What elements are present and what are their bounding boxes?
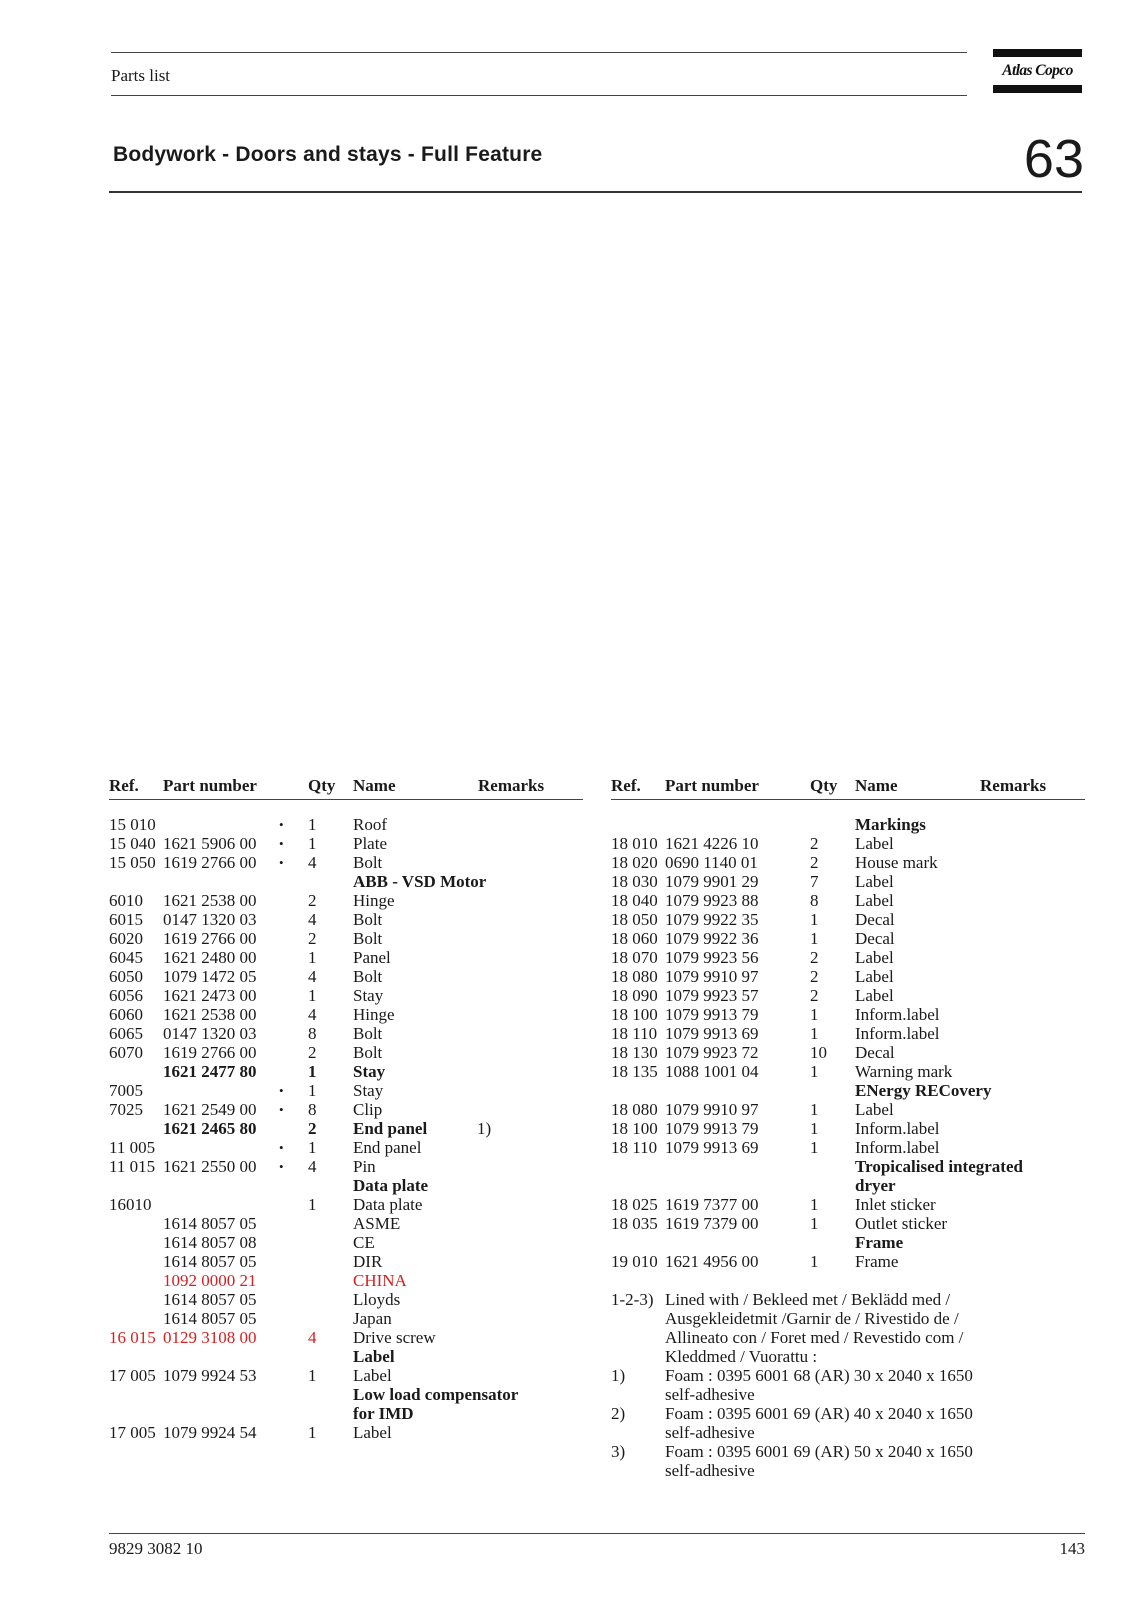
name-cell: Decal (855, 1043, 895, 1062)
footnote-text: Foam : 0395 6001 69 (AR) 40 x 2040 x 1650 (665, 1404, 973, 1423)
table-row (611, 1043, 1091, 1062)
table-row (109, 1214, 589, 1233)
name-cell: Frame (855, 1233, 904, 1252)
name-cell: Outlet sticker (855, 1214, 948, 1233)
footer-rule (109, 1533, 1085, 1534)
table-row (109, 1233, 589, 1252)
ref-cell: 6015 (109, 910, 143, 929)
name-cell: Panel (353, 948, 391, 967)
part-number-cell: 1614 8057 05 (163, 1290, 257, 1309)
name-cell: ENergy RECovery (855, 1081, 992, 1100)
table-row (611, 1024, 1091, 1043)
table-row (611, 1271, 1091, 1290)
name-cell: Stay (353, 986, 384, 1005)
name-cell: DIR (353, 1252, 383, 1271)
chapter-number: 63 (1023, 129, 1084, 189)
table-row (109, 1347, 589, 1366)
logo-text: Atlas Copco (1002, 62, 1073, 79)
table-row (611, 834, 1091, 853)
name-cell: Bolt (353, 1043, 383, 1062)
left-col-qty-header: Qty (308, 776, 336, 795)
part-number-cell: 1621 2477 80 (163, 1062, 257, 1081)
ref-cell: 18 110 (611, 1024, 658, 1043)
name-cell: Markings (855, 815, 926, 834)
part-number-cell: 1619 2766 00 (163, 929, 257, 948)
table-row (611, 910, 1091, 929)
part-number-cell: 1079 9923 88 (665, 891, 759, 910)
atlas-copco-logo (993, 49, 1082, 93)
part-number-cell: 1079 9924 53 (163, 1366, 257, 1385)
ref-cell: 16010 (109, 1195, 152, 1214)
footnote-line (611, 1366, 1091, 1385)
ref-cell: 18 025 (611, 1195, 658, 1214)
part-number-cell: 1079 9922 36 (665, 929, 759, 948)
name-cell: Inform.label (855, 1005, 940, 1024)
name-cell: Plate (353, 834, 387, 853)
qty-cell: 1 (810, 1062, 819, 1081)
ref-cell: 18 050 (611, 910, 658, 929)
table-row (109, 834, 589, 853)
name-cell: dryer (855, 1176, 896, 1195)
name-cell: Bolt (353, 910, 383, 929)
qty-cell: 1 (810, 1100, 819, 1119)
name-cell: End panel (353, 1138, 422, 1157)
name-cell: Label (855, 834, 894, 853)
name-cell: ASME (353, 1214, 401, 1233)
name-cell: Data plate (353, 1195, 423, 1214)
left-col-name-header: Name (353, 776, 396, 795)
part-number-cell: 1614 8057 08 (163, 1233, 257, 1252)
table-row (109, 967, 589, 986)
name-cell: Label (855, 1100, 894, 1119)
header-top-rule (111, 52, 967, 53)
qty-cell: 1 (308, 1138, 317, 1157)
page-title: Bodywork - Doors and stays - Full Feature (113, 143, 543, 166)
footnote-text: Kleddmed / Vuorattu : (665, 1347, 818, 1366)
name-cell: Inform.label (855, 1119, 940, 1138)
bullet-marker: • (279, 855, 284, 870)
part-number-cell: 1079 9910 97 (665, 1100, 759, 1119)
table-row (109, 853, 589, 872)
name-cell: CE (353, 1233, 375, 1252)
ref-cell: 6010 (109, 891, 143, 910)
qty-cell: 1 (810, 929, 819, 948)
qty-cell: 1 (810, 1195, 819, 1214)
name-cell: House mark (855, 853, 938, 872)
name-cell: Pin (353, 1157, 376, 1176)
table-row (109, 1176, 589, 1195)
qty-cell: 4 (308, 1328, 317, 1347)
qty-cell: 2 (810, 948, 819, 967)
name-cell: Inform.label (855, 1138, 940, 1157)
footnote-text: self-adhesive (665, 1423, 755, 1442)
footnote-line (611, 1404, 1091, 1423)
part-number-cell: 1621 4956 00 (665, 1252, 759, 1271)
qty-cell: 1 (810, 1252, 819, 1271)
table-row (109, 1081, 589, 1100)
title-rule (109, 191, 1082, 193)
part-number-cell: 1621 2538 00 (163, 891, 257, 910)
footnote-line (611, 1290, 1091, 1309)
qty-cell: 7 (810, 872, 819, 891)
table-row (611, 986, 1091, 1005)
name-cell: Label (353, 1423, 392, 1442)
name-cell: Drive screw (353, 1328, 436, 1347)
table-row (109, 1024, 589, 1043)
logo-top-bar (993, 49, 1082, 57)
qty-cell: 2 (308, 929, 317, 948)
ref-cell: 18 100 (611, 1005, 658, 1024)
part-number-cell: 1079 9923 57 (665, 986, 759, 1005)
table-row (109, 1328, 589, 1347)
name-cell: Hinge (353, 891, 395, 910)
part-number-cell: 1079 9910 97 (665, 967, 759, 986)
footnote-text: Allineato con / Foret med / Revestido com / (665, 1328, 964, 1347)
name-cell: Hinge (353, 1005, 395, 1024)
qty-cell: 2 (810, 853, 819, 872)
name-cell: Lloyds (353, 1290, 401, 1309)
right-col-part-header: Part number (665, 776, 759, 795)
part-number-cell: 1619 7377 00 (665, 1195, 759, 1214)
footnote-text: Foam : 0395 6001 68 (AR) 30 x 2040 x 1650 (665, 1366, 973, 1385)
ref-cell: 15 050 (109, 853, 156, 872)
name-cell: Inlet sticker (855, 1195, 936, 1214)
qty-cell: 4 (308, 1157, 317, 1176)
table-row (109, 1366, 589, 1385)
qty-cell: 2 (810, 967, 819, 986)
footnote-marker: 1) (611, 1366, 626, 1385)
qty-cell: 1 (810, 1005, 819, 1024)
qty-cell: 1 (810, 910, 819, 929)
name-cell: ABB - VSD Motor (353, 872, 487, 891)
ref-cell: 11 005 (109, 1138, 156, 1157)
table-row (611, 929, 1091, 948)
part-number-cell: 1614 8057 05 (163, 1214, 257, 1233)
name-cell: Stay (353, 1081, 384, 1100)
ref-cell: 18 010 (611, 834, 658, 853)
qty-cell: 10 (810, 1043, 827, 1062)
table-row (109, 910, 589, 929)
left-col-part-header: Part number (163, 776, 257, 795)
part-number-cell: 1619 2766 00 (163, 853, 257, 872)
ref-cell: 18 100 (611, 1119, 658, 1138)
footnote-text: Foam : 0395 6001 69 (AR) 50 x 2040 x 1650 (665, 1442, 973, 1461)
ref-cell: 6050 (109, 967, 143, 986)
name-cell: Clip (353, 1100, 383, 1119)
footnote-text: self-adhesive (665, 1461, 755, 1480)
table-row (611, 1176, 1091, 1195)
table-row (611, 872, 1091, 891)
table-row (109, 1404, 589, 1423)
left-header-rule (109, 799, 583, 800)
ref-cell: 15 010 (109, 815, 156, 834)
right-col-qty-header: Qty (810, 776, 838, 795)
right-col-ref-header: Ref. (611, 776, 641, 795)
footnote-text: self-adhesive (665, 1385, 755, 1404)
header-bottom-rule (111, 95, 967, 96)
ref-cell: 18 020 (611, 853, 658, 872)
table-row (109, 948, 589, 967)
ref-cell: 16 015 (109, 1328, 156, 1347)
ref-cell: 18 030 (611, 872, 658, 891)
name-cell: Stay (353, 1062, 386, 1081)
right-header-rule (611, 799, 1085, 800)
footnote-line (611, 1309, 1091, 1328)
part-number-cell: 1621 2549 00 (163, 1100, 257, 1119)
name-cell: Low load compensator (353, 1385, 519, 1404)
ref-cell: 18 130 (611, 1043, 658, 1062)
ref-cell: 11 015 (109, 1157, 156, 1176)
footnote-line (611, 1385, 1091, 1404)
name-cell: Label (353, 1366, 392, 1385)
table-row (611, 815, 1091, 834)
name-cell: Bolt (353, 1024, 383, 1043)
name-cell: End panel (353, 1119, 428, 1138)
left-col-remarks-header: Remarks (478, 776, 545, 795)
ref-cell: 15 040 (109, 834, 156, 853)
table-row (611, 1100, 1091, 1119)
remarks-cell: 1) (477, 1119, 492, 1138)
table-row (109, 1195, 589, 1214)
ref-cell: 18 035 (611, 1214, 658, 1233)
name-cell: Bolt (353, 853, 383, 872)
ref-cell: 7005 (109, 1081, 143, 1100)
part-number-cell: 1079 9913 79 (665, 1005, 759, 1024)
name-cell: Inform.label (855, 1024, 940, 1043)
part-number-cell: 1621 2473 00 (163, 986, 257, 1005)
ref-cell: 18 135 (611, 1062, 658, 1081)
table-row (611, 1214, 1091, 1233)
qty-cell: 4 (308, 967, 317, 986)
name-cell: Bolt (353, 967, 383, 986)
table-row (611, 891, 1091, 910)
table-row (611, 1195, 1091, 1214)
qty-cell: 1 (308, 1062, 317, 1081)
footnote-line (611, 1461, 1091, 1480)
part-number-cell: 0690 1140 01 (665, 853, 758, 872)
table-row (109, 1119, 589, 1138)
footnote-marker: 3) (611, 1442, 626, 1461)
qty-cell: 4 (308, 1005, 317, 1024)
footnote-line (611, 1347, 1091, 1366)
table-row (611, 1005, 1091, 1024)
table-row (109, 929, 589, 948)
table-row (109, 815, 589, 834)
name-cell: Label (855, 872, 894, 891)
part-number-cell: 1092 0000 21 (163, 1271, 257, 1290)
name-cell: for IMD (353, 1404, 414, 1423)
footnote-text: Lined with / Bekleed met / Beklädd med / (665, 1290, 951, 1309)
part-number-cell: 1079 9924 54 (163, 1423, 257, 1442)
name-cell: Decal (855, 929, 895, 948)
part-number-cell: 1079 9923 56 (665, 948, 759, 967)
ref-cell: 18 080 (611, 967, 658, 986)
bullet-marker: • (279, 1159, 284, 1174)
left-parts-table (109, 815, 589, 1442)
name-cell: Bolt (353, 929, 383, 948)
bullet-marker: • (279, 1140, 284, 1155)
name-cell: Tropicalised integrated (855, 1157, 1023, 1176)
name-cell: Data plate (353, 1176, 429, 1195)
footnote-line (611, 1423, 1091, 1442)
ref-cell: 18 110 (611, 1138, 658, 1157)
footnote-marker: 1-2-3) (611, 1290, 654, 1309)
qty-cell: 1 (308, 948, 317, 967)
part-number-cell: 1621 2550 00 (163, 1157, 257, 1176)
qty-cell: 8 (810, 891, 819, 910)
qty-cell: 1 (810, 1214, 819, 1233)
part-number-cell: 1614 8057 05 (163, 1309, 257, 1328)
bullet-marker: • (279, 1083, 284, 1098)
part-number-cell: 1621 2480 00 (163, 948, 257, 967)
table-row (611, 948, 1091, 967)
ref-cell: 6070 (109, 1043, 143, 1062)
footnote-text: Ausgekleidetmit /Garnir de / Rivestido de / (665, 1309, 959, 1328)
table-row (611, 1157, 1091, 1176)
right-parts-table (611, 815, 1091, 1480)
qty-cell: 1 (308, 834, 317, 853)
table-row (611, 967, 1091, 986)
qty-cell: 1 (810, 1138, 819, 1157)
qty-cell: 1 (308, 1081, 317, 1100)
ref-cell: 18 040 (611, 891, 658, 910)
part-number-cell: 1079 9901 29 (665, 872, 759, 891)
qty-cell: 1 (308, 986, 317, 1005)
ref-cell: 18 060 (611, 929, 658, 948)
part-number-cell: 1621 2538 00 (163, 1005, 257, 1024)
part-number-cell: 1088 1001 04 (665, 1062, 759, 1081)
name-cell: Decal (855, 910, 895, 929)
part-number-cell: 1079 9913 69 (665, 1138, 759, 1157)
table-row (109, 1138, 589, 1157)
table-row (109, 1157, 589, 1176)
qty-cell: 2 (810, 834, 819, 853)
part-number-cell: 0129 3108 00 (163, 1328, 257, 1347)
right-col-remarks-header: Remarks (980, 776, 1047, 795)
qty-cell: 1 (308, 1366, 317, 1385)
table-row (611, 1138, 1091, 1157)
name-cell: CHINA (353, 1271, 407, 1290)
table-row (109, 1309, 589, 1328)
part-number-cell: 0147 1320 03 (163, 1024, 257, 1043)
ref-cell: 18 090 (611, 986, 658, 1005)
part-number-cell: 1079 9922 35 (665, 910, 759, 929)
bullet-marker: • (279, 1102, 284, 1117)
part-number-cell: 1079 1472 05 (163, 967, 257, 986)
name-cell: Label (855, 967, 894, 986)
table-row (109, 1062, 589, 1081)
table-row (611, 1252, 1091, 1271)
part-number-cell: 1619 7379 00 (665, 1214, 759, 1233)
qty-cell: 2 (308, 891, 317, 910)
table-row (109, 1290, 589, 1309)
part-number-cell: 1079 9913 79 (665, 1119, 759, 1138)
qty-cell: 8 (308, 1024, 317, 1043)
name-cell: Frame (855, 1252, 899, 1271)
name-cell: Label (855, 891, 894, 910)
ref-cell: 6065 (109, 1024, 143, 1043)
name-cell: Label (855, 948, 894, 967)
ref-cell: 6056 (109, 986, 143, 1005)
ref-cell: 6060 (109, 1005, 143, 1024)
qty-cell: 1 (810, 1024, 819, 1043)
footnote-marker: 2) (611, 1404, 626, 1423)
name-cell: Label (855, 986, 894, 1005)
part-number-cell: 1619 2766 00 (163, 1043, 257, 1062)
right-col-name-header: Name (855, 776, 898, 795)
name-cell: Japan (353, 1309, 392, 1328)
part-number-cell: 1079 9913 69 (665, 1024, 759, 1043)
table-row (109, 986, 589, 1005)
bullet-marker: • (279, 836, 284, 851)
part-number-cell: 1614 8057 05 (163, 1252, 257, 1271)
ref-cell: 18 070 (611, 948, 658, 967)
bullet-marker: • (279, 817, 284, 832)
table-row (109, 1100, 589, 1119)
ref-cell: 17 005 (109, 1423, 156, 1442)
ref-cell: 6020 (109, 929, 143, 948)
table-row (109, 1252, 589, 1271)
table-row (109, 1423, 589, 1442)
part-number-cell: 1621 2465 80 (163, 1119, 257, 1138)
qty-cell: 1 (810, 1119, 819, 1138)
table-row (611, 1119, 1091, 1138)
part-number-cell: 1079 9923 72 (665, 1043, 759, 1062)
table-row (109, 1043, 589, 1062)
qty-cell: 2 (308, 1043, 317, 1062)
table-row (109, 891, 589, 910)
logo-bottom-bar (993, 85, 1082, 93)
part-number-cell: 1621 4226 10 (665, 834, 759, 853)
footnote-line (611, 1328, 1091, 1347)
name-cell: Roof (353, 815, 387, 834)
table-row (611, 1233, 1091, 1252)
page-number: 143 (1059, 1539, 1085, 1558)
table-row (109, 872, 589, 891)
ref-cell: 6045 (109, 948, 143, 967)
qty-cell: 4 (308, 853, 317, 872)
part-number-cell: 0147 1320 03 (163, 910, 257, 929)
qty-cell: 1 (308, 815, 317, 834)
name-cell: Label (353, 1347, 395, 1366)
table-row (109, 1385, 589, 1404)
left-col-ref-header: Ref. (109, 776, 139, 795)
ref-cell: 19 010 (611, 1252, 658, 1271)
qty-cell: 2 (810, 986, 819, 1005)
qty-cell: 2 (308, 1119, 317, 1138)
ref-cell: 7025 (109, 1100, 143, 1119)
table-row (611, 1081, 1091, 1100)
doc-number: 9829 3082 10 (109, 1539, 203, 1558)
table-row (611, 1062, 1091, 1081)
ref-cell: 18 080 (611, 1100, 658, 1119)
qty-cell: 1 (308, 1423, 317, 1442)
table-row (109, 1271, 589, 1290)
part-number-cell: 1621 5906 00 (163, 834, 257, 853)
qty-cell: 1 (308, 1195, 317, 1214)
qty-cell: 4 (308, 910, 317, 929)
qty-cell: 8 (308, 1100, 317, 1119)
section-label: Parts list (111, 66, 171, 85)
footnote-line (611, 1442, 1091, 1461)
name-cell: Warning mark (855, 1062, 953, 1081)
table-row (611, 853, 1091, 872)
table-row (109, 1005, 589, 1024)
ref-cell: 17 005 (109, 1366, 156, 1385)
